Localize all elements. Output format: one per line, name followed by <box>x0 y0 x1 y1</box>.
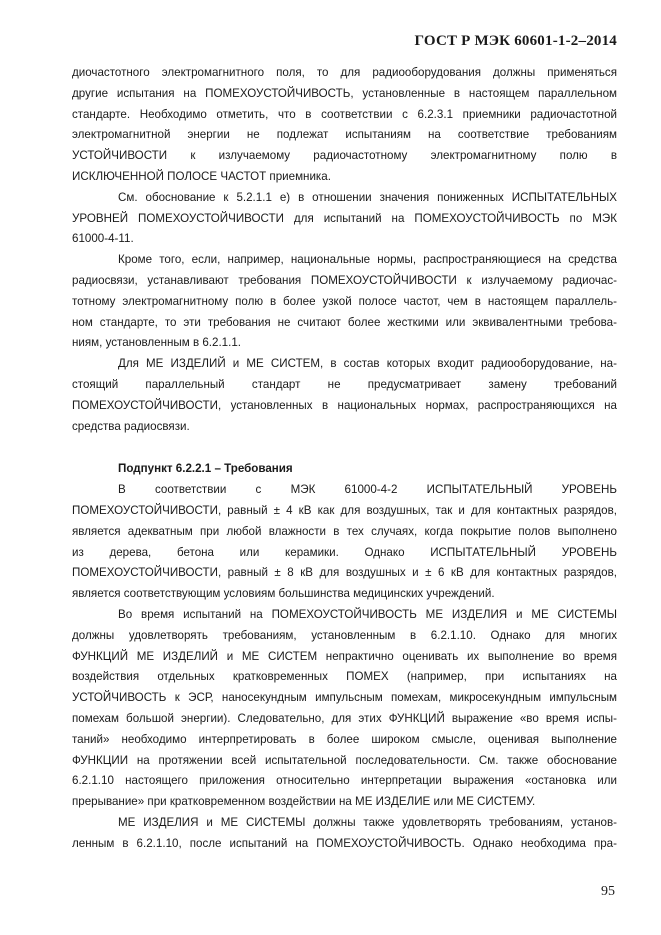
text-line: прерывание» при кратковременном воздействии на МЕ ИЗДЕЛИЕ или МЕ СИСТЕМУ. <box>72 795 536 809</box>
text-line: должны удовлетворять требованиям, установленным в 6.2.1.10. Однако для многих <box>72 628 617 642</box>
text-line: 6.2.1.10 настоящего приложения относительно интерпретации выражения «остановка или <box>72 774 617 788</box>
text-line: ИСКЛЮЧЕННОЙ ПОЛОСЕ ЧАСТОТ приемника. <box>72 169 331 183</box>
section-gap <box>72 437 617 459</box>
text-line: помехам большой энергии). Следовательно, для этих ФУНКЦИЙ выражение «во время испы- <box>72 711 617 725</box>
text-line: ФУНКЦИИ на протяжении всей испытательной последовательности. См. также обоснование <box>72 753 617 767</box>
page-number: 95 <box>601 884 615 899</box>
text-line: радиосвязи, устанавливают требования ПОМЕХОУСТОЙЧИВОСТИ к излучаемому радиочас- <box>72 273 617 287</box>
paragraph <box>72 354 617 437</box>
text-line: ленным в 6.2.1.10, после испытаний на ПОМЕХОУСТОЙЧИВОСТЬ. Однако необходима пра- <box>72 836 617 850</box>
text-line: воздействия отдельных кратковременных ПОМЕХ (например, при испытаниях на <box>72 670 617 684</box>
subsection-title: Подпункт 6.2.2.1 – Требования <box>118 462 293 476</box>
paragraph <box>72 250 617 354</box>
text-line: тотному электромагнитному полю в более узкой полосе частот, чем в настоящем параллель- <box>72 294 617 308</box>
text-line: таний» необходимо интерпретировать в более широком смысле, оценивая выполнение <box>72 732 617 746</box>
text-line: ПОМЕХОУСТОЙЧИВОСТИ, равный ± 4 кВ как для воздушных, так и для контактных разрядов, <box>72 503 617 517</box>
paragraph <box>72 813 617 855</box>
text-line: МЕ ИЗДЕЛИЯ и МЕ СИСТЕМЫ должны также удовлетворять требованиям, установ- <box>118 815 617 829</box>
paragraph <box>72 605 617 813</box>
text-line: ФУНКЦИЙ МЕ ИЗДЕЛИЙ и МЕ СИСТЕМ непрактично оценивать их выполнение во время <box>72 649 617 663</box>
text-line: ном стандарте, то эти требования не считают более жесткими или эквивалентными требова- <box>72 315 617 329</box>
text-line: диочастотного электромагнитного поля, то для радиооборудования должны применяться <box>72 66 617 79</box>
text-line: ПОМЕХОУСТОЙЧИВОСТИ, равный ± 8 кВ для воздушных и ± 6 кВ для контактных разрядов, <box>72 566 617 580</box>
text-line: средства радиосвязи. <box>72 419 190 433</box>
text-line: УСТОЙЧИВОСТЬ к ЭСР, наносекундным импульсным помехам, микросекундным импульсным <box>72 691 617 705</box>
text-line: ПОМЕХОУСТОЙЧИВОСТИ, установленных в национальных нормах, распространяющихся на <box>72 398 617 412</box>
text-line: электромагнитной энергии не подлежат испытаниям на соответствие требованиям <box>72 128 617 142</box>
text-line: Для МЕ ИЗДЕЛИЙ и МЕ СИСТЕМ, в состав которых входит радиооборудование, на- <box>118 357 617 371</box>
paragraph <box>72 480 617 605</box>
text-line: 61000-4-11. <box>72 232 134 246</box>
text-line: См. обоснование к 5.2.1.1 e) в отношении значения пониженных ИСПЫТАТЕЛЬНЫХ <box>118 190 617 204</box>
text-line: является соответствующим условиям большинства медицинских учреждений. <box>72 587 495 601</box>
document-header: ГОСТ Р МЭК 60601-1-2–2014 <box>414 33 617 49</box>
text-line: Во время испытаний на ПОМЕХОУСТОЙЧИВОСТЬ МЕ ИЗДЕЛИЯ и МЕ СИСТЕМЫ <box>118 607 617 621</box>
paragraph <box>72 188 617 250</box>
text-line: из дерева, бетона или керамики. Однако ИСПЫТАТЕЛЬНЫЙ УРОВЕНЬ <box>72 545 617 559</box>
text-line: УРОВНЕЙ ПОМЕХОУСТОЙЧИВОСТИ для испытаний на ПОМЕХОУСТОЙЧИВОСТЬ по МЭК <box>72 211 617 225</box>
text-line: стоящий параллельный стандарт не предусматривает замену требований <box>72 377 617 391</box>
text-line: другие испытания на ПОМЕХОУСТОЙЧИВОСТЬ, установленные в настоящем параллельном <box>72 86 617 100</box>
text-line: УСТОЙЧИВОСТИ к излучаемому радиочастотному электромагнитному полю в <box>72 149 617 163</box>
text-line: ниям, установленным в 6.2.1.1. <box>72 336 242 350</box>
text-line: Кроме того, если, например, национальные нормы, распространяющиеся на средства <box>118 253 617 267</box>
paragraph <box>72 63 617 188</box>
page-body <box>72 63 617 854</box>
text-line: является адекватным при любой влажности в тех случаях, когда покрытие полов выполнено <box>72 524 617 538</box>
text-line: стандарте. Необходимо отметить, что в соответствии с 6.2.3.1 приемники радиочастотной <box>72 107 617 121</box>
text-line: В соответствии с МЭК 61000-4-2 ИСПЫТАТЕЛЬНЫЙ УРОВЕНЬ <box>118 483 617 497</box>
